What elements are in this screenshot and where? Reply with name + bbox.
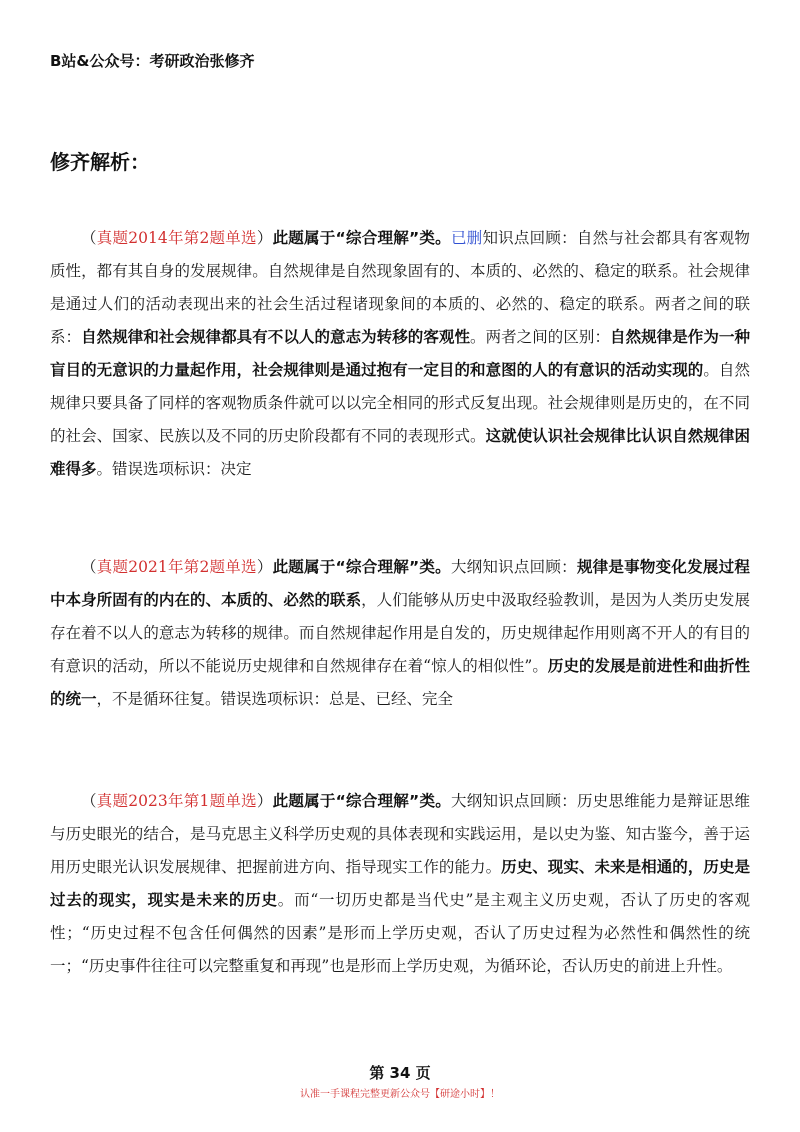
source-close-paren: ） xyxy=(256,229,273,247)
text-segment: 大纲知识点回顾：历史思维能力是辩证思维与历史眼光的结合，是马克思主义科学历史观的具体表现和实践运用，是以史为鉴、知古鉴今，善于运用历史眼光认识发展规律、把握前进方向、指导现实工作的能力。 xyxy=(50,792,750,876)
analysis-paragraph-2021 xyxy=(50,551,750,716)
category-suffix: ”类。 xyxy=(409,558,451,576)
text-segment: ，不是循环往复。错误选项标识：总是、已经、完全 xyxy=(96,690,454,708)
text-segment: 大纲知识点回顾： xyxy=(450,558,577,576)
key-point: 历史、现实、未来是相通的，历史是过去的现实，现实是未来的历史 xyxy=(50,858,750,909)
question-source: 真题2023年第1题单选 xyxy=(96,792,257,810)
category-name: 综合理解 xyxy=(345,792,410,810)
source-close-paren: ） xyxy=(256,558,273,576)
category-suffix: ”类。 xyxy=(409,229,451,247)
key-point: 规律是事物变化发展过程中本身所固有的内在的、本质的、必然的联系 xyxy=(50,558,750,609)
category-name: 综合理解 xyxy=(345,229,409,247)
text-segment: ，人们能够从历史中汲取经验教训，是因为人类历史发展存在着不以人的意志为转移的规律。而自然规律起作用是自发的，历史规律起作用则离不开人的有目的有意识的活动，所以不能说历史规律和自然规律存在着“惊人的相似性”。 xyxy=(50,591,750,675)
source-open-paren: （ xyxy=(81,558,97,576)
key-point: 自然规律是作为一种盲目的无意识的力量起作用，社会规律则是通过抱有一定目的和意图的人的有意识的活动实现的 xyxy=(50,328,750,379)
category-suffix: ”类。 xyxy=(409,792,451,810)
page-number: 第 34 页 xyxy=(369,1064,431,1082)
deleted-tag: 已删 xyxy=(450,229,483,247)
category-prefix: 此题属于“ xyxy=(272,558,346,576)
question-source: 真题2021年第2题单选 xyxy=(96,558,257,576)
analysis-paragraph-2023 xyxy=(50,785,750,983)
section-title: 修齐解析： xyxy=(50,150,150,174)
question-source: 真题2014年第2题单选 xyxy=(96,229,257,247)
footer-notice: 认准一手课程完整更新公众号【研途小时】！ xyxy=(300,1089,500,1100)
analysis-paragraph-2014 xyxy=(50,222,750,486)
source-open-paren: （ xyxy=(81,792,97,810)
text-segment: 。而“一切历史都是当代史”是主观主义历史观，否认了历史的客观性；“历史过程不包含任何偶然的因素”是形而上学历史观，否认了历史过程为必然性和偶然性的统一；“历史事件往往可以完整重复和再现”也是形而上学历史观，为循环论，否认历史的前进上升性。 xyxy=(50,891,750,975)
page-header: B站&公众号：考研政治张修齐 xyxy=(50,52,255,70)
key-point: 自然规律和社会规律都具有不以人的意志为转移的客观性 xyxy=(81,328,471,346)
category-prefix: 此题属于“ xyxy=(272,792,346,810)
key-point: 这就使认识社会规律比认识自然规律困难得多 xyxy=(50,427,750,478)
source-open-paren: （ xyxy=(81,229,97,247)
text-segment: 。错误选项标识：决定 xyxy=(96,460,252,478)
text-segment: 知识点回顾：自然与社会都具有客观物质性，都有其自身的发展规律。自然规律是自然现象固有的、本质的、必然的、稳定的联系。社会规律是通过人们的活动表现出来的社会生活过程诸现象间的本质的、必然的、稳定的联系。两者之间的联系： xyxy=(50,229,750,346)
category-name: 综合理解 xyxy=(345,558,409,576)
text-segment: 。两者之间的区别： xyxy=(470,328,611,346)
category-prefix: 此题属于“ xyxy=(272,229,346,247)
text-segment: 。自然规律只要具备了同样的客观物质条件就可以以完全相同的形式反复出现。社会规律则是历史的，在不同的社会、国家、民族以及不同的历史阶段都有不同的表现形式。 xyxy=(50,361,750,445)
source-close-paren: ） xyxy=(256,792,273,810)
key-point: 历史的发展是前进性和曲折性的统一 xyxy=(50,657,750,708)
